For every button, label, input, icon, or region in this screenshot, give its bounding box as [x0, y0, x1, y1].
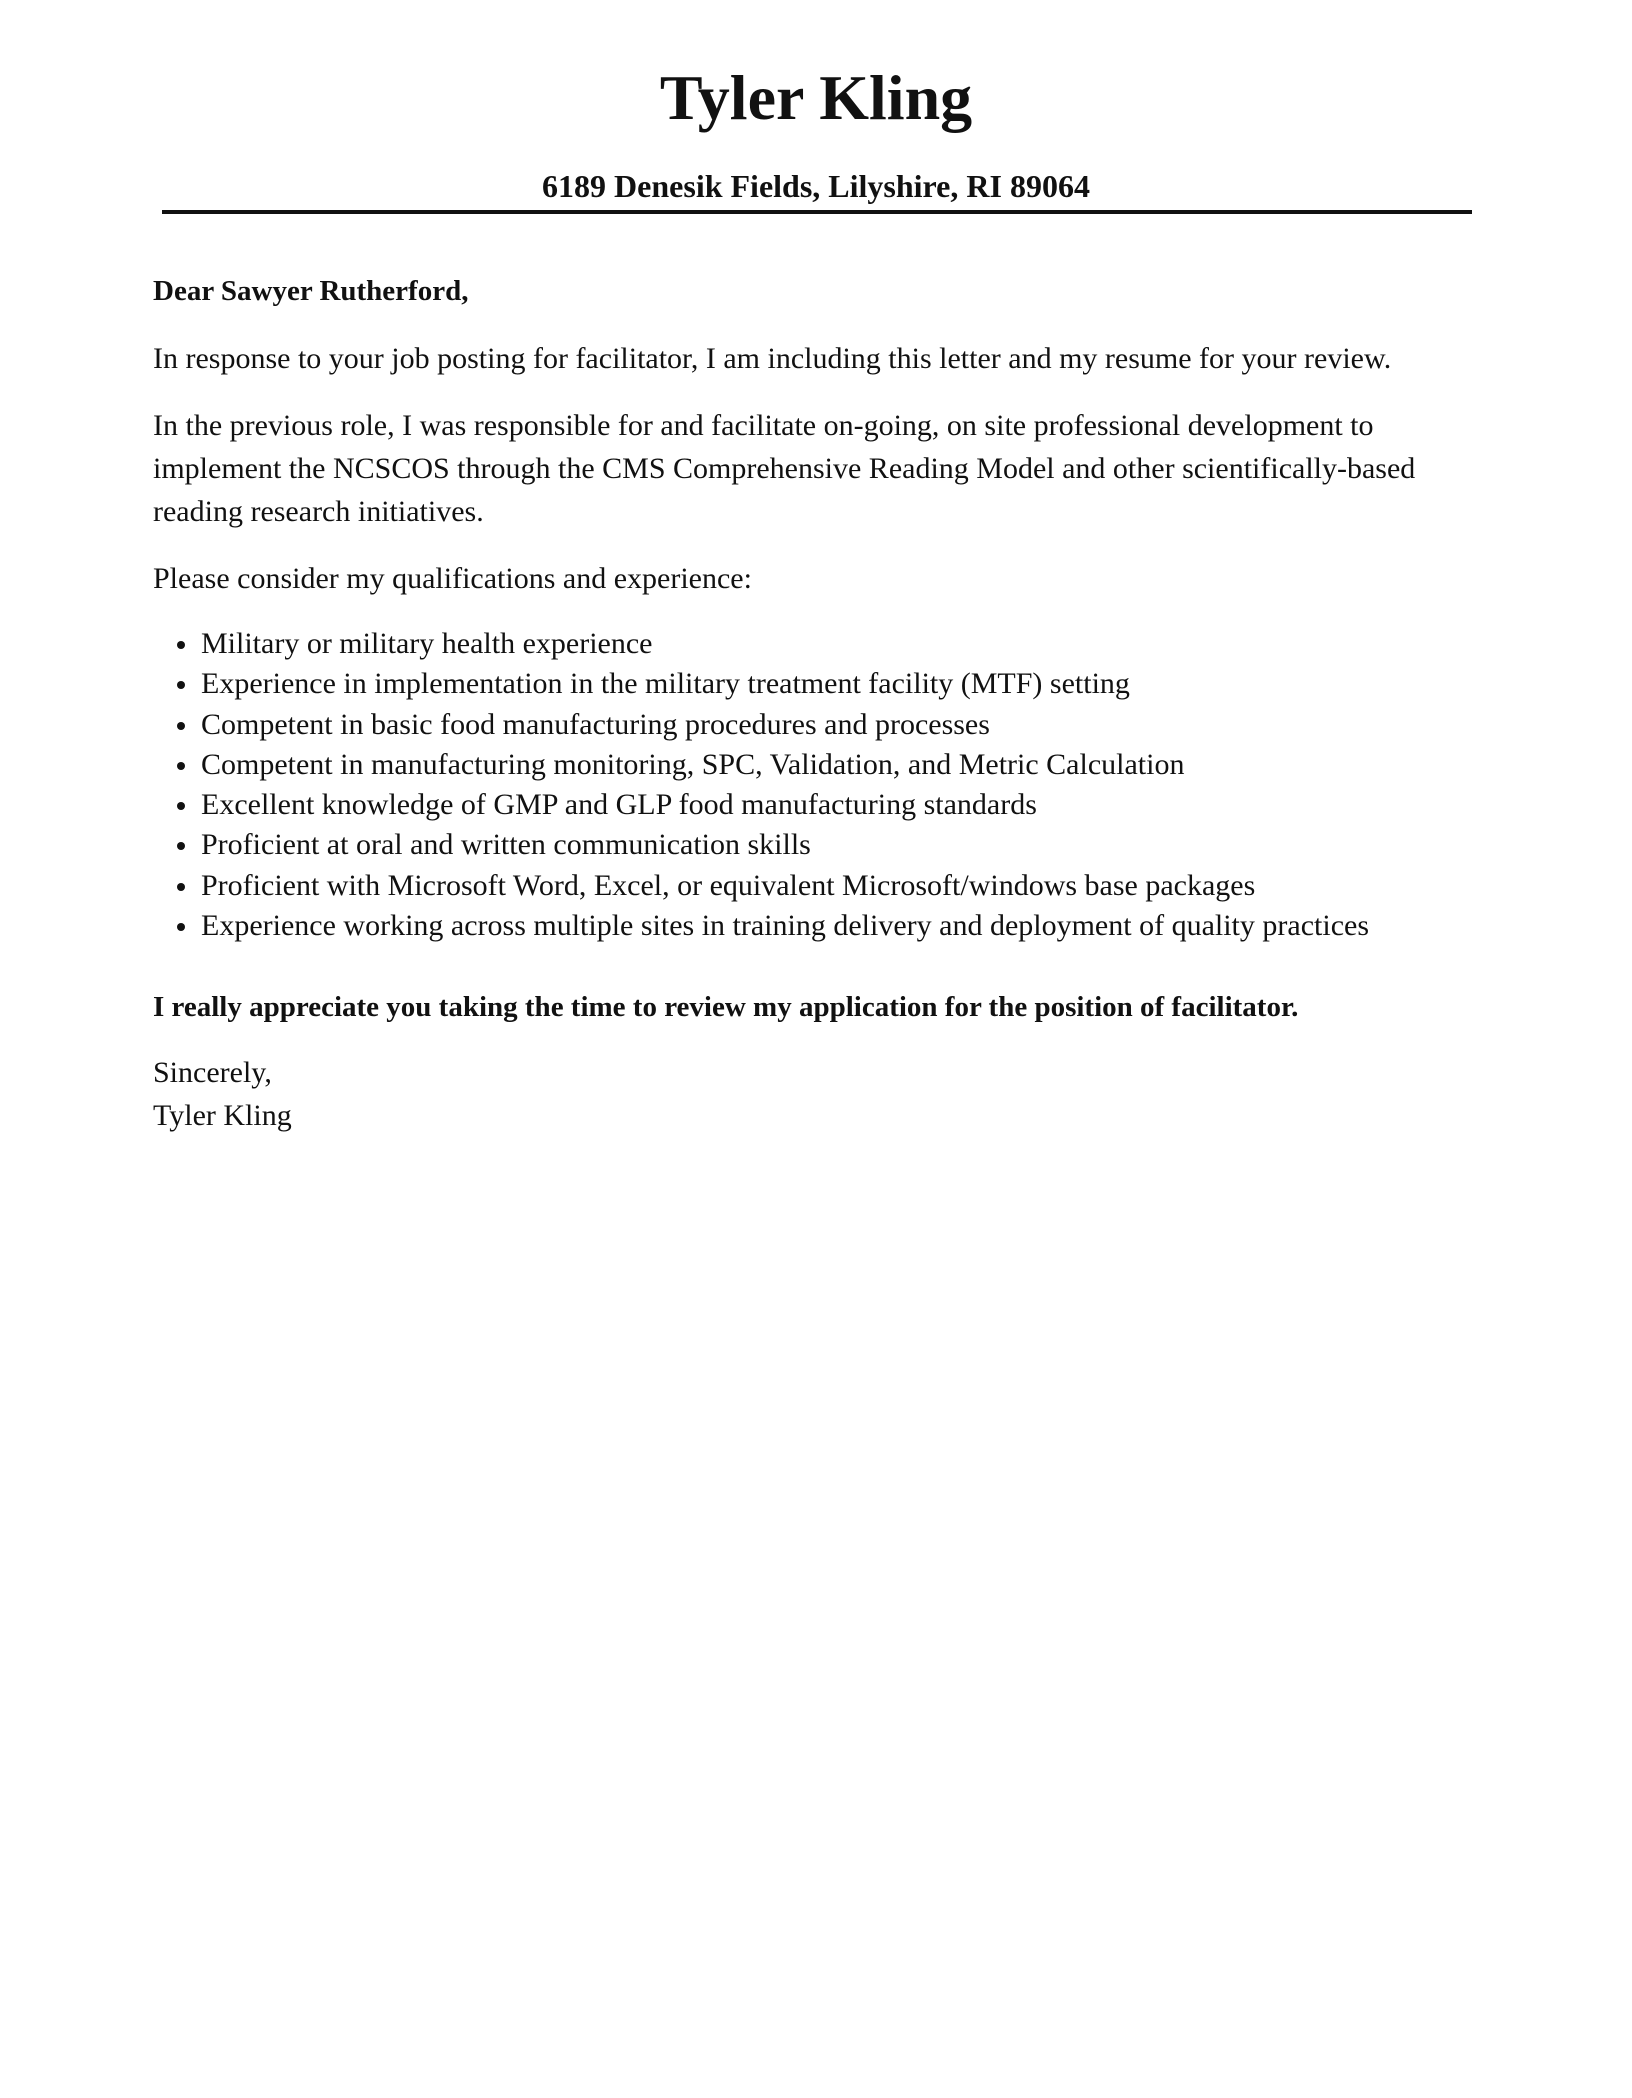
list-item-text: Competent in basic food manufacturing procedures and processes: [201, 707, 990, 741]
list-item-text: Proficient at oral and written communication skills: [201, 828, 811, 862]
list-item: [153, 785, 1483, 825]
bullet-icon: [177, 923, 185, 931]
bullet-icon: [177, 883, 185, 891]
list-item: [153, 624, 1483, 664]
bullet-icon: [177, 641, 185, 649]
list-item: [153, 664, 1483, 704]
intro-paragraph: In response to your job posting for facilitator, I am including this letter and my resume for your review.: [153, 342, 1392, 375]
salutation: Dear Sawyer Rutherford,: [153, 275, 469, 307]
bullet-icon: [177, 842, 185, 850]
list-item-text: Proficient with Microsoft Word, Excel, or equivalent Microsoft/windows base packages: [201, 868, 1256, 902]
list-item-text: Military or military health experience: [201, 627, 653, 660]
list-item-text: Experience working across multiple sites in training delivery and deployment of quality practices: [201, 909, 1369, 943]
header-divider: [162, 210, 1472, 214]
letter-body: [153, 270, 1483, 1137]
list-item-text: Excellent knowledge of GMP and GLP food manufacturing standards: [201, 788, 1037, 822]
list-item: [153, 825, 1483, 865]
bullet-icon: [177, 722, 185, 730]
list-item: [153, 705, 1483, 745]
qualifications-intro: Please consider my qualifications and experience:: [153, 562, 752, 595]
list-item: [153, 906, 1483, 946]
applicant-name: Tyler Kling: [659, 62, 973, 133]
list-item: [153, 866, 1483, 906]
signature-name: Tyler Kling: [153, 1099, 292, 1133]
list-item-text: Competent in manufacturing monitoring, SPC, Validation, and Metric Calculation: [201, 747, 1185, 781]
list-item: [153, 745, 1483, 785]
qualifications-list: [153, 624, 1483, 946]
bullet-icon: [177, 802, 185, 810]
applicant-address: 6189 Denesik Fields, Lilyshire, RI 89064: [542, 168, 1090, 204]
list-item-text: Experience in implementation in the military treatment facility (MTF) setting: [201, 667, 1130, 701]
bullet-icon: [177, 762, 185, 770]
signoff: Sincerely,: [153, 1056, 272, 1090]
bullet-icon: [177, 681, 185, 689]
closing-statement: I really appreciate you taking the time to review my application for the position of facilitator.: [153, 991, 1299, 1024]
experience-paragraph: In the previous role, I was responsible for and facilitate on-going, on site professional development to implement the NCSCOS through the CMS Comprehensive Reading Model and other scientifically-based reading research initiatives.: [153, 409, 1416, 528]
